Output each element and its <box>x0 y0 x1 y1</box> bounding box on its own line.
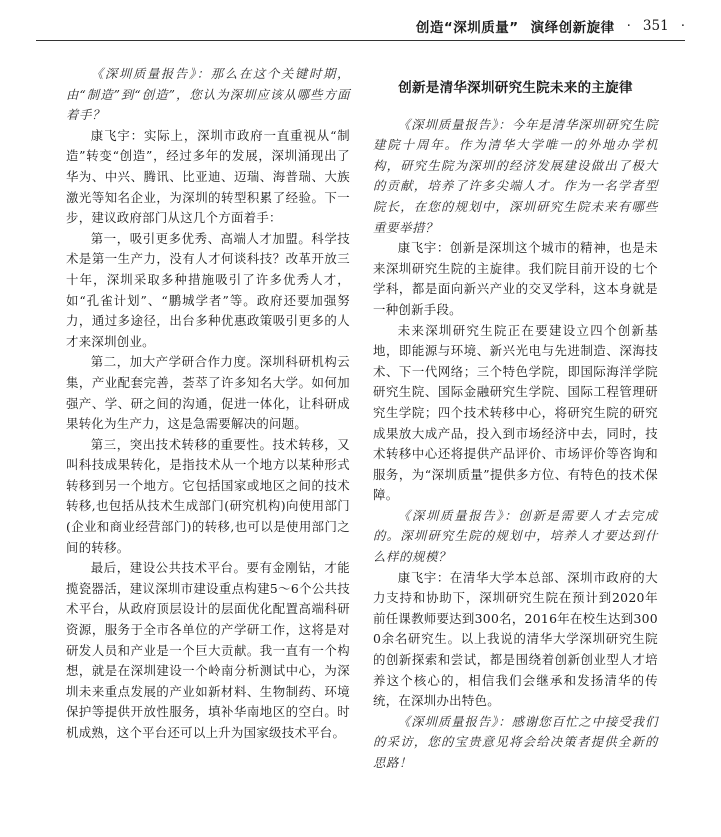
interview-answer: 康飞宇：创新是深圳这个城市的精神，也是未来深圳研究生院的主旋律。我们院目前开设的七个学科，都是面向新兴产业的交叉学科，这本身就是一种创新手段。 <box>373 240 658 317</box>
interview-question: 《深圳质量报告》：那么在这个关键时期，由“制造”到“创造”，您认为深圳应该从哪些方面着手？ <box>66 66 350 123</box>
answer-point-industry-research: 第二，加大产学研合作力度。深圳科研机构云集，产业配套完善，荟萃了许多知名大学。如何加强产、学、研之间的沟通，促进一体化，让科研成果转化为生产力，这是急需要解决的问题。 <box>66 354 350 432</box>
left-column <box>66 64 350 744</box>
answer-point-tech-transfer: 第三，突出技术转移的重要性。技术转移，又叫科技成果转化，是指技术从一个地方以某种形式转移到另一个地方。它包括国家或地区之间的技术转移,也包括从技术生成部门(研究机构)向使用部门(企业和商业经营部门)的转移,也可以是使用部门之间的转移。 <box>66 436 350 555</box>
answer-point-talent: 第一，吸引更多优秀、高端人才加盟。科学技术是第一生产力，没有人才何谈科技？改革开放三十年，深圳采取多种措施吸引了许多优秀人才，如“孔雀计划”、“鹏城学者”等。政府还要加强努力，通过多途径，出台多种优惠政策吸引更多的人才来深圳创业。 <box>66 230 350 349</box>
interview-question: 《深圳质量报告》：今年是清华深圳研究生院建院十周年。作为清华大学唯一的外地办学机构，研究生院为深圳的经济发展建设做出了极大的贡献，培养了许多尖端人才。作为一名学者型院长，在您的规划中，深圳研究生院未来有哪些重要举措？ <box>373 116 658 235</box>
answer-point-tech-platform: 最后，建设公共技术平台。要有金刚钻，才能揽瓷器活，建议深圳市建设重点构建5～6个公共技术平台，从政府顶层设计的层面优化配置高端科研资源，服务于全市各单位的产学研工作，这将是对研发人员和产业是一个巨大贡献。我一直有一个构想，就是在深圳建设一个岭南分析测试中心，为深圳未来重点发展的产业如新材料、生物制药、环境保护等提供开放性服务，填补华南地区的空白。时机成熟，这个平台还可以上升为国家级技术平台。 <box>66 560 350 740</box>
page-number: 351 <box>642 18 669 34</box>
interview-closing: 《深圳质量报告》：感谢您百忙之中接受我们的采访，您的宝贵意见将会给决策者提供全新的思路！ <box>373 713 658 770</box>
header-title-part-1: 创造“深圳质量” <box>415 20 519 36</box>
header-title-part-2: 演绎创新旋律 <box>530 20 615 36</box>
section-heading: 创新是清华深圳研究生院未来的主旋律 <box>398 80 633 96</box>
interview-answer: 康飞宇：实际上，深圳市政府一直重视从“制造”转变“创造”，经过多年的发展，深圳涌现出了华为、中兴、腾讯、比亚迪、迈瑞、海普瑞、大族激光等知名企业，为深圳的转型积累了经验。下一步，建议政府部门从这几个方面着手： <box>66 127 350 226</box>
interview-answer: 康飞宇：在清华大学本总部、深圳市政府的大力支持和协助下，深圳研究生院在预计到2020年前任课教师要达到300名，2016年在校生达到3000余名研究生。以上我说的清华大学深圳研究生院的创新探索和尝试，都是围绕着创新创业型人才培养这个核心的，相信我们会继承和发扬清华的传统，在深圳办出特色。 <box>373 569 658 709</box>
interview-question: 《深圳质量报告》：创新是需要人才去完成的。深圳研究生院的规划中，培养人才要达到什么样的规模？ <box>373 507 658 565</box>
interview-answer: 未来深圳研究生院正在要建设立四个创新基地，即能源与环境、新兴光电与先进制造、深海技术、下一代网络；三个特色学院，即国际海洋学院研究生院、国际金融研究生学院、国际工程管理研究生学院；四个技术转移中心，将研究生院的研究成果放大成产品，投入到市场经济中去，同时，技术转移中心还将提供产品评价、市场评价等咨询和服务，为“深圳质量”提供多方位、有特色的技术保障。 <box>373 322 658 503</box>
header-dot-right: · <box>680 18 685 34</box>
running-header <box>36 12 685 41</box>
header-dot-left: · <box>626 18 631 34</box>
right-column <box>373 64 658 774</box>
